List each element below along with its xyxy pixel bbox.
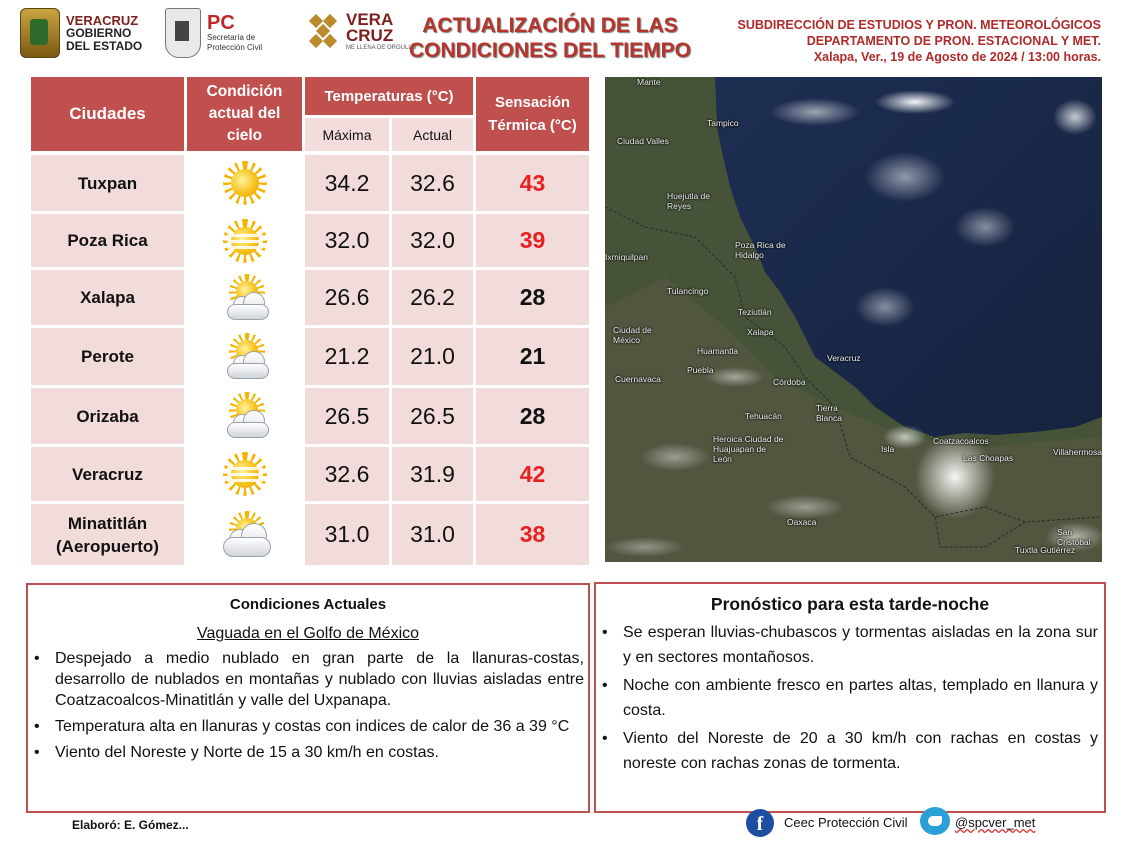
twitter-icon[interactable]	[920, 807, 950, 835]
current-temp: 21.0	[392, 328, 473, 385]
map-label: Isla	[881, 444, 895, 454]
map-label: Ciudad de México	[613, 325, 652, 345]
facebook-handle[interactable]: Ceec Protección Civil	[784, 815, 908, 830]
map-label: Huamantla	[697, 346, 739, 356]
forecast-list	[596, 620, 1104, 776]
gov-line3: DEL ESTADO	[66, 38, 143, 53]
thermal-sensation: 28	[476, 270, 589, 325]
pc-sub2: Protección Civil	[207, 43, 263, 52]
author-credit: Elaboró: E. Gómez...	[72, 818, 189, 832]
table-row	[31, 155, 589, 211]
gov-line2: GOBIERNO	[66, 25, 132, 40]
header-cities: Ciudades	[31, 77, 184, 151]
current-temp: 31.9	[392, 447, 473, 501]
map-label: Heroica Ciudad de Huajuapan de León	[713, 434, 784, 464]
sky-condition	[187, 155, 302, 211]
sky-condition	[187, 328, 302, 385]
forecast-item: • Noche con ambiente fresco en partes altas, templado en llanura y costa.	[596, 673, 1104, 723]
thermal-sensation: 39	[476, 214, 589, 267]
city-name: Tuxpan	[31, 155, 184, 211]
thermal-sensation: 43	[476, 155, 589, 211]
current-temp: 31.0	[392, 504, 473, 565]
map-label: Ciudad Valles	[617, 136, 669, 146]
conditions-item: • Viento del Noreste y Norte de 15 a 30 km/h en costas.	[28, 742, 588, 763]
map-label: Tampico	[707, 118, 739, 128]
conditions-title: Condiciones Actuales	[229, 596, 387, 613]
pc-sub1: Secretaría de	[207, 33, 256, 42]
table-row	[31, 447, 589, 501]
map-label: Veracruz	[827, 353, 861, 363]
pc-title: PC	[207, 12, 235, 34]
partly-cloudy-icon	[219, 390, 271, 442]
state-seal-icon	[20, 8, 60, 58]
map-label: Poza Rica de Hidalgo	[735, 240, 786, 260]
map-label: Oaxaca	[787, 517, 817, 527]
map-label: Tehuacán	[745, 411, 782, 421]
header-current: Actual	[392, 118, 473, 151]
map-label: Puebla	[687, 365, 714, 375]
weather-table	[31, 77, 589, 565]
current-temp: 26.5	[392, 388, 473, 444]
title-line2: CONDICIONES DEL TIEMPO	[409, 39, 691, 62]
table-row	[31, 270, 589, 325]
map-label: San Cristóbal	[1057, 527, 1091, 547]
city-name: Minatitlán (Aeropuerto)	[31, 504, 184, 565]
satellite-image	[605, 77, 1102, 562]
partly-cloudy-icon	[219, 272, 271, 324]
map-label: Coatzacoalcos	[933, 436, 989, 446]
city-name: Poza Rica	[31, 214, 184, 267]
max-temp: 31.0	[305, 504, 389, 565]
city-name: Veracruz	[31, 447, 184, 501]
gov-line1: VERACRUZ	[66, 12, 139, 28]
conditions-list	[28, 648, 588, 763]
map-label: Teziutlán	[738, 307, 772, 317]
max-temp: 21.2	[305, 328, 389, 385]
conditions-item: • Despejado a medio nublado en gran parte de la llanuras-costas, desarrollo de nublados en montañas y nublado con lluvias aisladas entre Coatzacoalcos-Minatitlán y valle del Uxpanapa.	[28, 648, 588, 711]
mostly-cloudy-icon	[219, 509, 271, 561]
thermal-sensation: 38	[476, 504, 589, 565]
table-row	[31, 504, 589, 565]
thermal-sensation: 28	[476, 388, 589, 444]
max-temp: 34.2	[305, 155, 389, 211]
current-temp: 26.2	[392, 270, 473, 325]
sky-condition	[187, 447, 302, 501]
table-row	[31, 388, 589, 444]
map-label: Cuernavaca	[615, 374, 661, 384]
header-max: Máxima	[305, 118, 389, 151]
forecast-panel	[594, 582, 1106, 813]
map-label: Las Choapas	[963, 453, 1014, 463]
map-label: Huejutla de Reyes	[667, 191, 711, 211]
dept-line2: DEPARTAMENTO DE PRON. ESTACIONAL Y MET.	[806, 34, 1101, 48]
map-label: Ixmiquilpan	[605, 252, 648, 262]
header-sky: Condición actual del cielo	[187, 77, 302, 151]
brand-line2: CRUZ	[346, 26, 394, 45]
map-label: Xalapa	[747, 327, 774, 337]
brand-line1: VERA	[346, 10, 394, 29]
map-label: Mante	[637, 77, 661, 87]
table-row	[31, 328, 589, 385]
dept-line1: SUBDIRECCIÓN DE ESTUDIOS Y PRON. METEOROLÓGICOS	[737, 18, 1101, 32]
city-name: Orizaba	[31, 388, 184, 444]
max-temp: 32.6	[305, 447, 389, 501]
map-label: Tierra Blanca	[816, 403, 842, 423]
brand-mark-icon	[308, 12, 344, 52]
sunny-icon	[219, 157, 271, 209]
dept-line3: Xalapa, Ver., 19 de Agosto de 2024 / 13:00 horas.	[813, 50, 1101, 64]
proteccion-civil-logo	[165, 8, 262, 58]
map-label: Córdoba	[773, 377, 806, 387]
department-info	[738, 17, 1101, 65]
conditions-subtitle: Vaguada en el Golfo de México	[196, 625, 420, 642]
map-label: Tulancingo	[667, 286, 709, 296]
pc-shield-icon	[165, 8, 201, 58]
map-label: Villahermosa	[1053, 447, 1102, 457]
page-title	[400, 13, 700, 63]
title-line1: ACTUALIZACIÓN DE LAS	[422, 14, 678, 37]
thermal-sensation: 21	[476, 328, 589, 385]
partly-cloudy-icon	[219, 331, 271, 383]
map-label: Tuxtla Gutiérrez	[1015, 545, 1076, 555]
max-temp: 26.6	[305, 270, 389, 325]
sky-condition	[187, 388, 302, 444]
veracruz-government-logo	[20, 8, 142, 58]
city-name: Xalapa	[31, 270, 184, 325]
forecast-title: Pronóstico para esta tarde-noche	[710, 594, 990, 614]
facebook-icon[interactable]: f	[746, 809, 774, 837]
current-temp: 32.6	[392, 155, 473, 211]
max-temp: 26.5	[305, 388, 389, 444]
conditions-item: • Temperatura alta en llanuras y costas con indices de calor de 36 a 39 °C	[28, 716, 588, 737]
header-sensation: Sensación Térmica (°C)	[476, 77, 589, 151]
sky-condition	[187, 504, 302, 565]
city-name: Perote	[31, 328, 184, 385]
brand-tagline: ME LLENA DE ORGULLO	[346, 45, 417, 51]
hazy-sun-icon	[219, 448, 271, 500]
header-temperatures: Temperaturas (°C)	[305, 77, 473, 115]
hazy-sun-icon	[219, 215, 271, 267]
thermal-sensation: 42	[476, 447, 589, 501]
forecast-item: • Se esperan lluvias-chubascos y tormentas aisladas en la zona sur y en sectores montañosos.	[596, 620, 1104, 670]
satellite-map-graphic	[605, 77, 1102, 562]
table-row	[31, 214, 589, 267]
max-temp: 32.0	[305, 214, 389, 267]
current-temp: 32.0	[392, 214, 473, 267]
sky-condition	[187, 270, 302, 325]
sky-condition	[187, 214, 302, 267]
twitter-handle[interactable]: @spcver_met	[955, 815, 1036, 830]
current-conditions-panel	[26, 583, 590, 813]
forecast-item: • Viento del Noreste de 20 a 30 km/h con rachas en costas y noreste con rachas zonas de tormenta.	[596, 726, 1104, 776]
